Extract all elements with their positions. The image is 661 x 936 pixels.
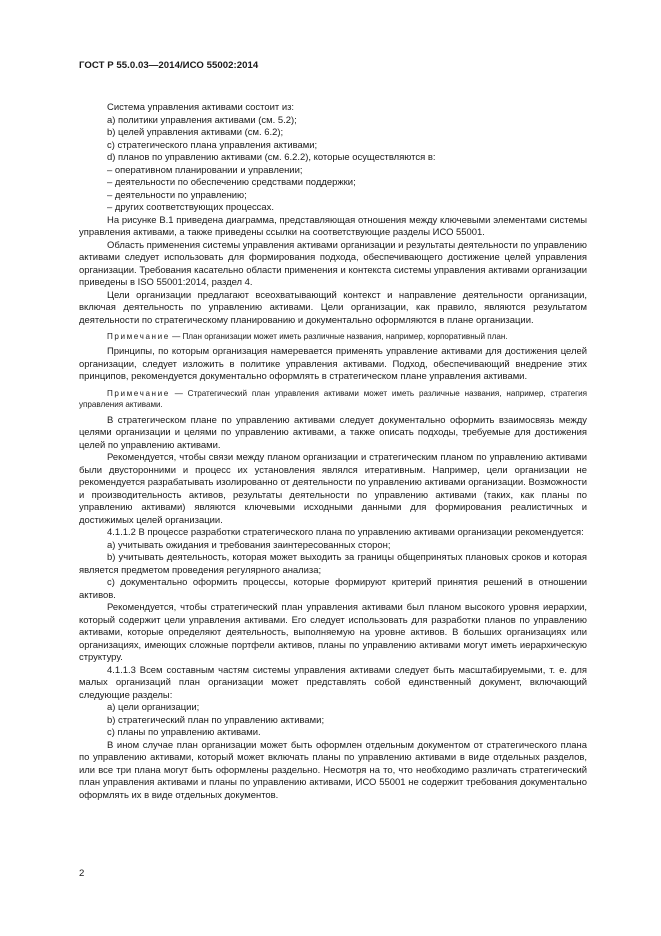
note [79,388,587,411]
document-header: ГОСТ Р 55.0.03—2014/ИСО 55002:2014 [79,60,259,71]
list-item: a) цели организации; [107,702,200,714]
clause: 4.1.1.2 В процессе разработки стратегического плана по управлению активами организации рекомендуется: [107,527,584,539]
list-item: c) стратегического плана управления активами; [107,139,318,151]
list-item: d) планов по управлению активами (см. 6.2.2), которые осуществляются в: [107,152,436,163]
list-item: a) политики управления активами (см. 5.2); [107,114,297,126]
list-item: a) учитывать ожидания и требования заинтересованных сторон; [107,539,391,551]
list-item: – других соответствующих процессах. [107,202,274,213]
note-text: — Стратегический план управления активами может иметь различные названия, например, стратегия управления активами. [79,388,587,410]
clause: 4.1.1.3 Всем составным частям системы управления активами следует быть масштабируемыми, т. е. для малых организаций план организации может представлять собой единственный документ, включающий следующие разделы: [79,664,587,701]
paragraph: Принципы, по которым организация намеревается применять управление активами для достижения целей организации, следует изложить в политике управления активами. Подход, обеспечивающий внедрение этих принципов, рекомендуется документально оформлять в стратегическом плане управления активами. [79,346,587,383]
list-item: – оперативном планировании и управлении; [107,164,303,176]
list-item: b) стратегический план по управлению активами; [107,714,325,726]
paragraph: Система управления активами состоит из: [107,102,295,113]
note-label: Примечание [107,388,170,398]
paragraph: На рисунке В.1 приведена диаграмма, представляющая отношения между ключевыми элементами системы управления активами, а также приведены ссылки на соответствующие разделы ИСО 55001. [79,214,587,238]
note-label: Примечание [107,332,170,341]
paragraph: Рекомендуется, чтобы связи между планом организации и стратегическим планом по управлению активами были двусторонними и процесс их установления являлся итеративным. Например, цели организации не рекомендуется разрабатывать изолированно от деятельности по управлению активами организации. Возможности и производительность активов, результаты деятельности по управлению активами (таких, как планы по управлению активами) являются ключевыми исходными данными для формирования реалистичных и достижимых целей организации. [79,452,587,526]
paragraph: В ином случае план организации может быть оформлен отдельным документом от стратегического плана по управлению активами, который может включать планы по управлению активами в виде отдельных разделов, или все три плана могут быть оформлены раздельно. Несмотря на то, что необходимо различать стратегический план управления активами и планы по управлению активами, ИСО 55001 не содержит требования документально оформлять их в виде отдельных документов. [79,739,587,801]
list-item: – деятельности по управлению; [107,189,247,201]
page-number: 2 [79,868,85,879]
list-item: c) планы по управлению активами. [107,727,261,739]
note-text: — План организации может иметь различные названия, например, корпоративный план. [169,332,508,341]
paragraph: Цели организации предлагают всеохватывающий контекст и направление деятельности организации, включая деятельность по управлению активами. Цели организации, как правило, являются результатом деятельности по стратегическому планированию и документально оформляются в плане организации. [79,289,587,326]
list-item: – деятельности по обеспечению средствами поддержки; [107,177,356,188]
list-item: b) учитывать деятельность, которая может выходить за границы общепринятых плановых сроков и которая является предметом проведения регулярного анализа; [79,552,587,576]
list-item: b) целей управления активами (см. 6.2); [107,127,284,138]
paragraph: В стратегическом плане по управлению активами следует документально оформить взаимосвязь между целями организации и целями по управлению активами, а также описать подходы, требуемые для достижения целей по управлению активами. [79,414,587,451]
document-body [79,102,587,802]
paragraph: Область применения системы управления активами организации и результаты деятельности по управлению активами следует использовать для формирования подхода, обеспечивающего достижение целей управления организации. Требования касательно области применения и контекста системы управления активами организации приведены в ISO 55001:2014, раздел 4. [79,239,587,288]
note [79,331,587,342]
paragraph: Рекомендуется, чтобы стратегический план управления активами был планом высокого уровня иерархии, который содержит цели управления активами. Его следует использовать для разработки планов по управлению активами, которые определяют деятельность, выполняемую на уровне активов. В больших организациях или организациях, имеющих сложные портфели активов, планы по управлению активами могут иметь иерархическую структуру. [79,602,587,664]
list-item: c) документально оформить процессы, которые формируют критерий принятия решений в отношении активов. [79,577,587,601]
